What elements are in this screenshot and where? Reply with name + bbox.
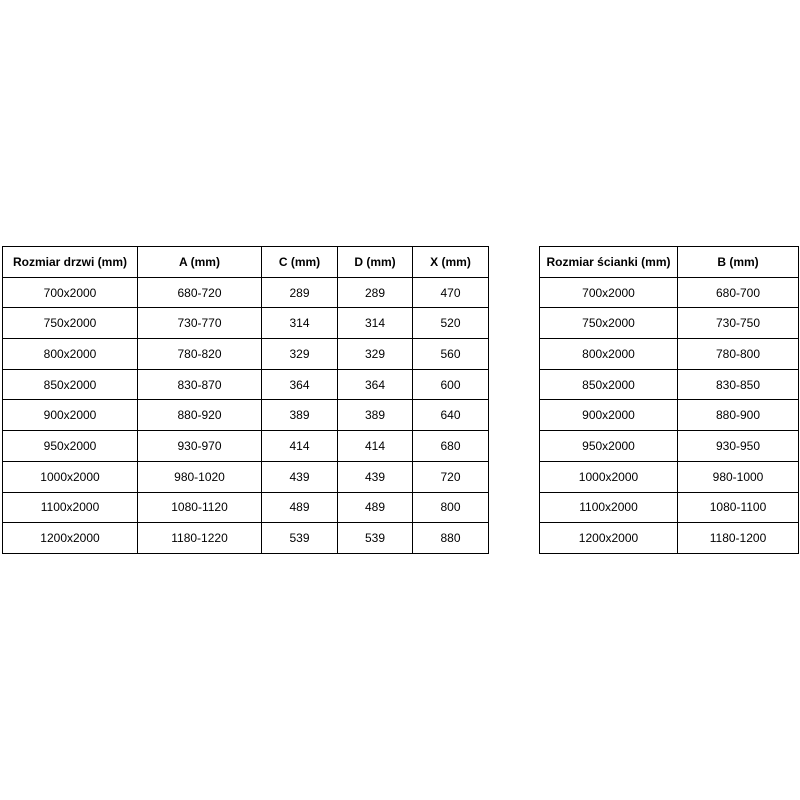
- table-cell: 439: [262, 461, 338, 492]
- table-cell: 850x2000: [540, 369, 678, 400]
- table-cell: 389: [262, 400, 338, 431]
- table-row: [540, 277, 799, 308]
- table-cell: 730-770: [138, 308, 262, 339]
- table-cell: 950x2000: [540, 431, 678, 462]
- table-cell: 539: [338, 523, 413, 554]
- table-row: [540, 492, 799, 523]
- table-cell: 314: [262, 308, 338, 339]
- table-row: [540, 431, 799, 462]
- table-header-row: [540, 247, 799, 278]
- table-cell: 1080-1120: [138, 492, 262, 523]
- table-cell: 1000x2000: [540, 461, 678, 492]
- table-cell: 880: [413, 523, 489, 554]
- table-cell: 680-700: [678, 277, 799, 308]
- table-cell: 489: [338, 492, 413, 523]
- table-cell: 730-750: [678, 308, 799, 339]
- table-row: [3, 277, 489, 308]
- table-cell: 750x2000: [540, 308, 678, 339]
- table-cell: 980-1000: [678, 461, 799, 492]
- table-cell: 900x2000: [540, 400, 678, 431]
- table-cell: 1080-1100: [678, 492, 799, 523]
- table-header-row: [3, 247, 489, 278]
- table-cell: 600: [413, 369, 489, 400]
- table-cell: 414: [338, 431, 413, 462]
- table-cell: 1100x2000: [540, 492, 678, 523]
- table-cell: 930-970: [138, 431, 262, 462]
- column-header-d-mm: D (mm): [338, 247, 413, 278]
- table-cell: 329: [338, 339, 413, 370]
- table-cell: 800x2000: [3, 339, 138, 370]
- table-cell: 314: [338, 308, 413, 339]
- table-cell: 414: [262, 431, 338, 462]
- table-cell: 780-820: [138, 339, 262, 370]
- table-row: [540, 400, 799, 431]
- table-cell: 560: [413, 339, 489, 370]
- table-cell: 1200x2000: [3, 523, 138, 554]
- table-row: [540, 308, 799, 339]
- table-cell: 289: [338, 277, 413, 308]
- table-row: [3, 492, 489, 523]
- column-header-b-mm: B (mm): [678, 247, 799, 278]
- table-cell: 950x2000: [3, 431, 138, 462]
- table-cell: 1180-1200: [678, 523, 799, 554]
- table-row: [540, 339, 799, 370]
- column-header-rozmiar-scianki: Rozmiar ścianki (mm): [540, 247, 678, 278]
- table-row: [3, 339, 489, 370]
- table-cell: 364: [338, 369, 413, 400]
- table-row: [3, 523, 489, 554]
- table-cell: 470: [413, 277, 489, 308]
- table-cell: 800: [413, 492, 489, 523]
- table-cell: 850x2000: [3, 369, 138, 400]
- column-header-c-mm: C (mm): [262, 247, 338, 278]
- table-cell: 930-950: [678, 431, 799, 462]
- table-cell: 830-870: [138, 369, 262, 400]
- table-cell: 750x2000: [3, 308, 138, 339]
- table-cell: 700x2000: [540, 277, 678, 308]
- table-cell: 780-800: [678, 339, 799, 370]
- table-cell: 900x2000: [3, 400, 138, 431]
- table-cell: 1100x2000: [3, 492, 138, 523]
- table-cell: 830-850: [678, 369, 799, 400]
- table-cell: 489: [262, 492, 338, 523]
- column-header-a-mm: A (mm): [138, 247, 262, 278]
- table-cell: 1000x2000: [3, 461, 138, 492]
- column-header-x-mm: X (mm): [413, 247, 489, 278]
- table-cell: 880-900: [678, 400, 799, 431]
- table-cell: 720: [413, 461, 489, 492]
- table-row: [540, 461, 799, 492]
- table-row: [540, 369, 799, 400]
- door-dimensions-table: [2, 246, 489, 554]
- table-cell: 329: [262, 339, 338, 370]
- table-row: [3, 369, 489, 400]
- table-row: [3, 400, 489, 431]
- table-cell: 364: [262, 369, 338, 400]
- table-cell: 640: [413, 400, 489, 431]
- table-cell: 389: [338, 400, 413, 431]
- table-cell: 1180-1220: [138, 523, 262, 554]
- table-cell: 800x2000: [540, 339, 678, 370]
- table-cell: 289: [262, 277, 338, 308]
- table-cell: 520: [413, 308, 489, 339]
- table-cell: 539: [262, 523, 338, 554]
- table-cell: 880-920: [138, 400, 262, 431]
- table-cell: 700x2000: [3, 277, 138, 308]
- table-cell: 980-1020: [138, 461, 262, 492]
- wall-dimensions-table: [539, 246, 799, 554]
- table-cell: 439: [338, 461, 413, 492]
- column-header-rozmiar-drzwi: Rozmiar drzwi (mm): [3, 247, 138, 278]
- table-row: [3, 431, 489, 462]
- table-cell: 680: [413, 431, 489, 462]
- table-cell: 680-720: [138, 277, 262, 308]
- table-row: [540, 523, 799, 554]
- table-cell: 1200x2000: [540, 523, 678, 554]
- table-row: [3, 461, 489, 492]
- table-row: [3, 308, 489, 339]
